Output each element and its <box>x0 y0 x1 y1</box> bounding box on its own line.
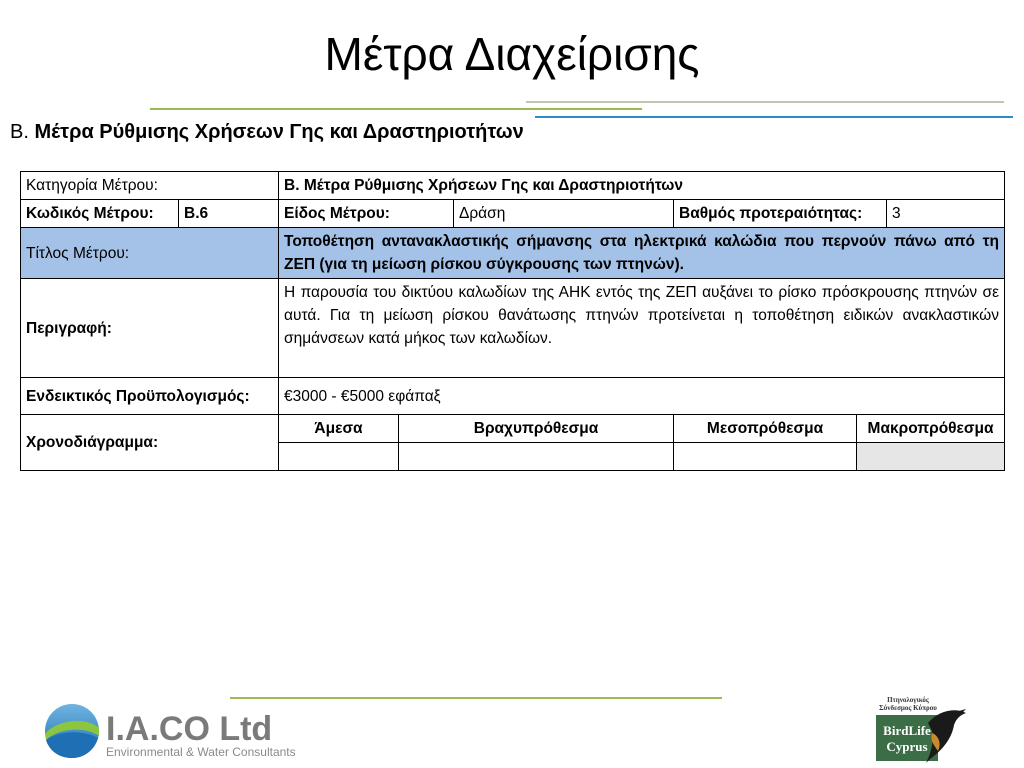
birdlife-greek-line2: Σύνδεσμος Κύπρου <box>879 704 937 712</box>
title-row <box>21 228 1005 279</box>
birdlife-badge <box>876 715 938 761</box>
divider-green-bottom <box>230 697 722 699</box>
schedule-cell-immediate <box>279 443 399 471</box>
globe-icon <box>45 704 99 758</box>
birdlife-name-line1: BirdLife <box>883 723 931 738</box>
category-value: Β. Μέτρα Ρύθμισης Χρήσεων Γης και Δραστηριοτήτων <box>279 172 1005 200</box>
priority-label: Βαθμός προτεραιότητας: <box>674 200 887 228</box>
description-label: Περιγραφή: <box>21 279 279 378</box>
type-value: Δράση <box>454 200 674 228</box>
schedule-col-long: Μακροπρόθεσμα <box>857 415 1005 443</box>
schedule-col-medium: Μεσοπρόθεσμα <box>674 415 857 443</box>
birdlife-name-line2: Cyprus <box>886 739 928 754</box>
category-row <box>21 172 1005 200</box>
description-value: Η παρουσία του δικτύου καλωδίων της ΑΗΚ εντός της ΖΕΠ αυξάνει το ρίσκο πρόσκρουσης πτηνών σε αυτά. Για τη μείωση ρίσκου θανάτωσης πτηνών προτείνεται η τοποθέτηση ειδικών ανακλαστικών σημάνσεων κατά μήκος των καλωδίων. <box>279 279 1005 378</box>
code-label: Κωδικός Μέτρου: <box>21 200 179 228</box>
schedule-label: Χρονοδιάγραμμα: <box>21 415 279 471</box>
title-value: Τοποθέτηση αντανακλαστικής σήμανσης στα ηλεκτρικά καλώδια που περνούν πάνω από τη ΖΕΠ (για τη μείωση ρίσκου σύγκρουσης των πτηνών). <box>279 228 1005 279</box>
iaco-name: I.A.CO Ltd <box>106 710 273 748</box>
schedule-cell-long-selected <box>857 443 1005 471</box>
measure-table <box>20 171 1005 471</box>
description-row <box>21 279 1005 378</box>
divider-green-top <box>150 108 642 110</box>
birdlife-greek-line1: Πτηνολογικός <box>887 696 929 704</box>
category-label: Κατηγορία Μέτρου: <box>21 172 279 200</box>
priority-value: 3 <box>887 200 1005 228</box>
code-row <box>21 200 1005 228</box>
budget-row <box>21 378 1005 415</box>
schedule-cell-medium <box>674 443 857 471</box>
budget-value: €3000 - €5000 εφάπαξ <box>279 378 1005 415</box>
subtitle-prefix: Β. <box>10 121 29 143</box>
iaco-logo <box>44 700 304 762</box>
section-subtitle <box>10 121 524 144</box>
schedule-header-row <box>21 415 1005 443</box>
schedule-col-immediate: Άμεσα <box>279 415 399 443</box>
schedule-col-short: Βραχυπρόθεσμα <box>399 415 674 443</box>
budget-label: Ενδεικτικός Προϋπολογισμός: <box>21 378 279 415</box>
slide-title: Μέτρα Διαχείρισης <box>324 28 700 80</box>
type-label: Είδος Μέτρου: <box>279 200 454 228</box>
iaco-tagline: Environmental & Water Consultants <box>106 745 296 759</box>
title-label: Τίτλος Μέτρου: <box>21 228 279 279</box>
schedule-cell-short <box>399 443 674 471</box>
subtitle-text: Μέτρα Ρύθμισης Χρήσεων Γης και Δραστηριοτήτων <box>28 121 524 143</box>
code-value: Β.6 <box>179 200 279 228</box>
divider-gray-top <box>526 101 1004 103</box>
birdlife-logo <box>868 693 976 765</box>
divider-blue-top <box>535 116 1013 118</box>
